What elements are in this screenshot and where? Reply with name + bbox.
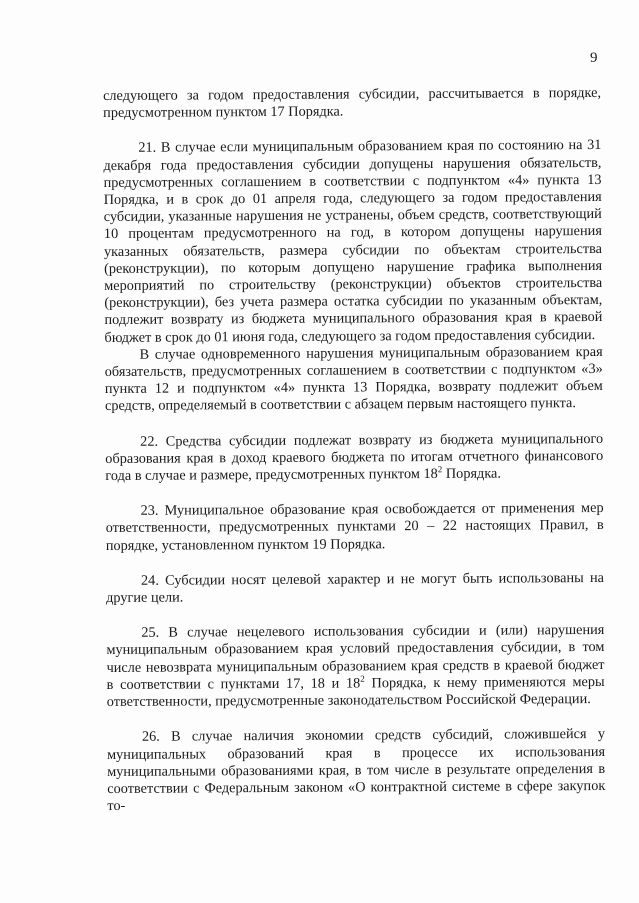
page-number: 9 <box>590 50 598 66</box>
document-body <box>103 85 605 815</box>
paragraph-21-second: В случае одновременного нарушения муниципальным образованием края обязательств, предусмотренных соглашением в соответствии с подпунктом «3» пункта 12 и подпунктом «4» пункта 13 Порядка, возврату подлежит объем средств, определяемый в соответствии с абзацем первым настоящего пункта. <box>104 343 603 415</box>
paragraph-23: 23. Муниципальное образование края освобождается от применения мер ответственности, предусмотренных пунктами 20 – 22 настоящих Правил, в порядке, установленном пунктом 19 Порядка. <box>105 500 604 554</box>
paragraph-26: 26. В случае наличия экономии средств субсидий, сложившейся у муниципальных образований края в процессе их использования муниципальными образованиями края, в том числе в результате определения в соответствии с Федеральным законом «О контрактной системе в сфере закупок то- <box>107 726 606 815</box>
paragraph-continuation: следующего за годом предоставления субсидии, рассчитывается в порядке, предусмотренном пунктом 17 Порядка. <box>103 84 602 122</box>
paragraph-25-text: 25. В случае нецелевого использования субсидии и (или) нарушения муниципальным образованием края условий предоставления субсидии, в том числе невозврата муниципальным образованием края средств в краевой бюджет в соответствии с пунктами 17, 18 и 18 <box>106 622 605 693</box>
paragraph-22 <box>105 431 603 486</box>
paragraph-25-end: Порядка, к нему применяются меры ответственности, предусмотренные законодательством Российской Федерации. <box>106 673 605 711</box>
paragraph-22-superscript: 2 <box>437 464 443 475</box>
paragraph-22-end: Порядка. <box>442 465 502 482</box>
paragraph-22-text: 22. Средства субсидии подлежат возврату из бюджета муниципального образования края в доход краевого бюджета по итогам отчетного финансового года в случае и размере, предусмотренных пунктом 18 <box>105 430 604 485</box>
paragraph-24: 24. Субсидии носят целевой характер и не могут быть использованы на другие цели. <box>106 569 605 607</box>
paragraph-25 <box>106 622 605 711</box>
paragraph-21: 21. В случае если муниципальным образованием края по состоянию на 31 декабря года предоставления субсидии допущены нарушения обязательств, предусмотренных соглашением в соответствии с подпунктом «4» пункта 13 Порядка, и в срок до 01 апреля года, следующего за годом предоставления субсидии, указанные нарушения не устранены, объем средств, соответствующий 10 процентам предусмотренного на год, в котором допущены нарушения указанных обязательств, размера субсидии по объектам строительства (реконструкции), по которым допущено нарушение графика выполнения мероприятий по строительству (реконструкции) объектов строительства (реконструкции), без учета размера остатка субсидии по указанным объектам, подлежит возврату из бюджета муниципального образования края в краевой бюджет в срок до 01 июня года, следующего за годом предоставления субсидии. <box>103 137 603 346</box>
paragraph-25-superscript: 2 <box>360 673 365 684</box>
